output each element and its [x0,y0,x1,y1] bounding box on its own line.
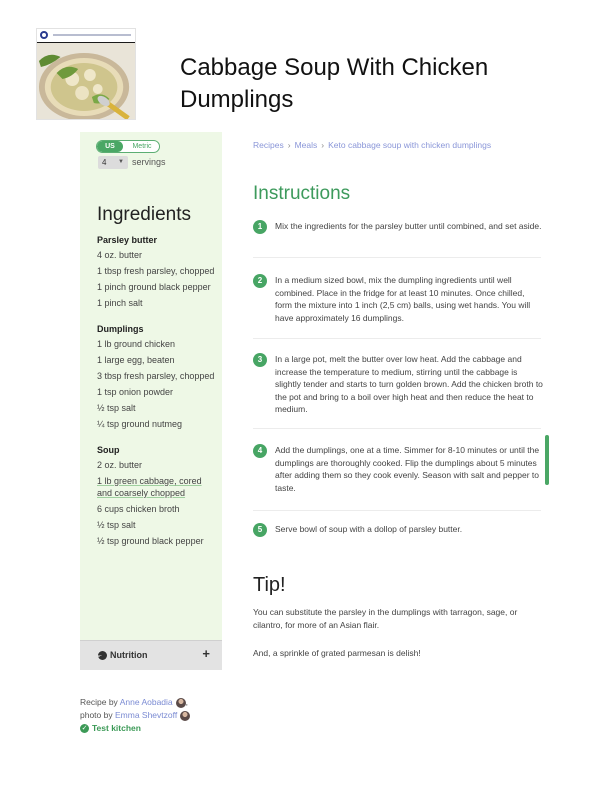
tip-heading: Tip! [253,574,286,596]
step-text: Serve bowl of soup with a dollop of parsley butter. [275,524,463,534]
unit-toggle[interactable] [96,140,160,153]
nutrition-label: Nutrition [110,650,148,660]
photo-author-link[interactable]: Emma Shevtzoff [114,710,178,720]
step-divider [253,338,541,339]
servings-select[interactable] [98,156,128,169]
step-divider [253,257,541,258]
ingredient-group-title: Parsley butter [97,235,158,245]
ingredient-item: 3 tbsp fresh parsley, chopped [97,371,215,381]
ingredients-heading: Ingredients [97,204,192,225]
ingredient-item: 1 large egg, beaten [97,355,175,365]
thumbnail-site-header [37,29,135,43]
step-number-badge: 1 [253,220,267,234]
step-number-badge: 4 [253,444,267,458]
ingredient-item-link[interactable]: 1 lb green cabbage, cored and coarsely chopped [97,476,202,498]
ingredient-item: 1 pinch salt [97,298,143,308]
ingredient-item: 1 tbsp fresh parsley, chopped [97,266,215,276]
step-text: Mix the ingredients for the parsley butter until combined, and set aside. [275,221,542,231]
thumbnail-nav-line [53,34,131,36]
author-avatar[interactable] [176,697,189,708]
recipe-credits [80,696,190,735]
ingredient-group-title: Dumplings [97,324,144,334]
ingredient-item: ¼ tsp ground nutmeg [97,419,183,429]
recipe-thumbnail [36,28,136,120]
breadcrumb-recipes[interactable]: Recipes [253,140,284,150]
ingredient-item: 1 lb ground chicken [97,339,176,349]
active-step-indicator [545,435,549,485]
ingredients-sidebar [80,132,222,670]
expand-plus-icon[interactable]: + [202,646,210,661]
pie-chart-icon [98,651,107,660]
soup-photo [37,43,135,120]
step-text: In a medium sized bowl, mix the dumpling ingredients until well combined. Place in the fridge for at least 10 minutes. Once chilled, form the mixture into 1 inch (2,5 cm) balls, using wet hands. You will have approximately 16 dumplings. [275,275,531,323]
instructions-heading: Instructions [253,183,351,204]
breadcrumb-current[interactable]: Keto cabbage soup with chicken dumplings [328,140,492,150]
ingredient-item: ½ tsp salt [97,520,136,530]
ingredient-item: ½ tsp salt [97,403,136,413]
step-number-badge: 2 [253,274,267,288]
breadcrumb-separator: › [321,140,325,150]
breadcrumb-meals[interactable]: Meals [294,140,318,150]
ingredient-item: 2 oz. butter [97,460,143,470]
step-number-badge: 3 [253,353,267,367]
breadcrumb-separator: › [287,140,291,150]
step-number-badge: 5 [253,523,267,537]
photographer-avatar[interactable] [180,711,190,721]
site-logo-icon [40,31,48,39]
ingredient-item: ½ tsp ground black pepper [97,536,204,546]
servings-value: 4 [102,158,107,167]
step-divider [253,428,541,429]
step-divider [253,510,541,511]
check-icon: ✓ [81,725,88,733]
test-kitchen-line [80,722,190,735]
recipe-author-link[interactable]: Anne Aobadia [119,697,173,707]
chevron-down-icon: ▼ [118,159,124,165]
step-text: In a large pot, melt the butter over low heat. Add the cabbage and increase the temperature to medium, stirring until the cabbage is slightly tender and starts to turn golden brown. Add the chicken broth to the pot and bring to a boil over high heat and then reduce the heat to medium. [275,354,543,414]
photo-by-prefix: photo by [80,710,115,720]
ingredient-item: 4 oz. butter [97,250,143,260]
ingredient-item: 6 cups chicken broth [97,504,180,514]
document-title: Cabbage Soup With Chicken Dumplings [180,54,489,114]
ingredients-list [97,234,215,551]
ingredient-item: 1 tsp onion powder [97,387,174,397]
servings-label: servings [132,157,166,167]
unit-us-option[interactable]: US [97,141,123,152]
tip-text: You can substitute the parsley in the dumplings with tarragon, sage, or cilantro, for more of an Asian flair. [253,607,518,630]
ingredient-item: 1 pinch ground black pepper [97,282,211,292]
unit-metric-option[interactable]: Metric [132,143,152,150]
ingredient-group-title: Soup [97,445,120,455]
photo-by-line [80,709,190,722]
recipe-by-prefix: Recipe by [80,697,120,707]
nutrition-toggle-bar[interactable] [80,640,222,670]
recipe-by-line [80,696,190,709]
tip-text-secondary: And, a sprinkle of grated parmesan is delish! [253,648,421,658]
breadcrumb [253,140,491,150]
recipe-suffix: , [185,697,189,707]
step-text: Add the dumplings, one at a time. Simmer for 8-10 minutes or until the dumplings are thoroughly cooked. Flip the dumplings about 5 minutes after adding them so they cook evenly. Season with salt and pepper to taste. [275,445,540,493]
test-kitchen-badge[interactable]: Test kitchen [92,723,141,733]
